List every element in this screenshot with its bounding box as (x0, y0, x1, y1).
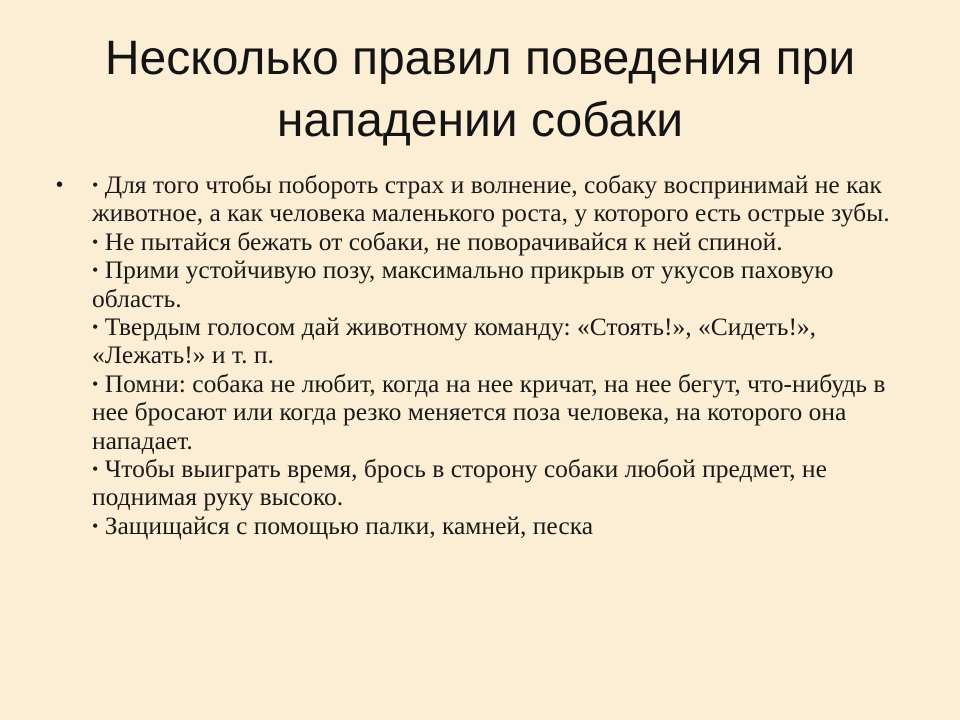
rule-bullet: • (92, 373, 99, 394)
slide-body (56, 171, 916, 540)
rule-item (92, 370, 916, 455)
rule-bullet: • (92, 459, 99, 480)
rule-text: Защищайся с помощью палки, камней, песка (104, 510, 594, 540)
rule-item (92, 512, 916, 540)
rule-bullet: • (92, 175, 99, 195)
rule-bullet: • (92, 317, 99, 338)
body-item (56, 171, 916, 540)
rule-item (92, 228, 916, 256)
rule-bullet: • (92, 515, 99, 536)
rule-bullet: • (92, 260, 99, 281)
rule-text: Твердым голосом дай животному команду: «Стоять!», «Сидеть!», «Лежать!» и т. п. (92, 312, 817, 370)
outer-bullet: • (56, 174, 64, 196)
rule-text: Прими устойчивую позу, максимально прикрыв от укусов паховую область. (92, 255, 834, 313)
rule-item (92, 313, 916, 370)
rules-text (92, 171, 916, 540)
rule-text: Для того чтобы побороть страх и волнение, собаку воспринимай не как животное, а как человека маленького роста, у которого есть острые зубы. (92, 170, 890, 228)
rule-bullet: • (92, 231, 99, 252)
rule-item (92, 455, 916, 512)
rule-item (92, 171, 916, 228)
rule-text: Чтобы выиграть время, брось в сторону собаки любой предмет, не поднимая руку высоко. (92, 454, 827, 512)
rule-item (92, 256, 916, 313)
slide-title: Несколько правил поведения при нападении собаки (104, 32, 856, 147)
rule-text: Не пытайся бежать от собаки, не поворачивайся к ней спиной. (104, 226, 783, 256)
rule-text: Помни: собака не любит, когда на нее кричат, на нее бегут, что-нибудь в нее бросают или когда резко меняется поза человека, на которого она нападает. (92, 368, 886, 455)
